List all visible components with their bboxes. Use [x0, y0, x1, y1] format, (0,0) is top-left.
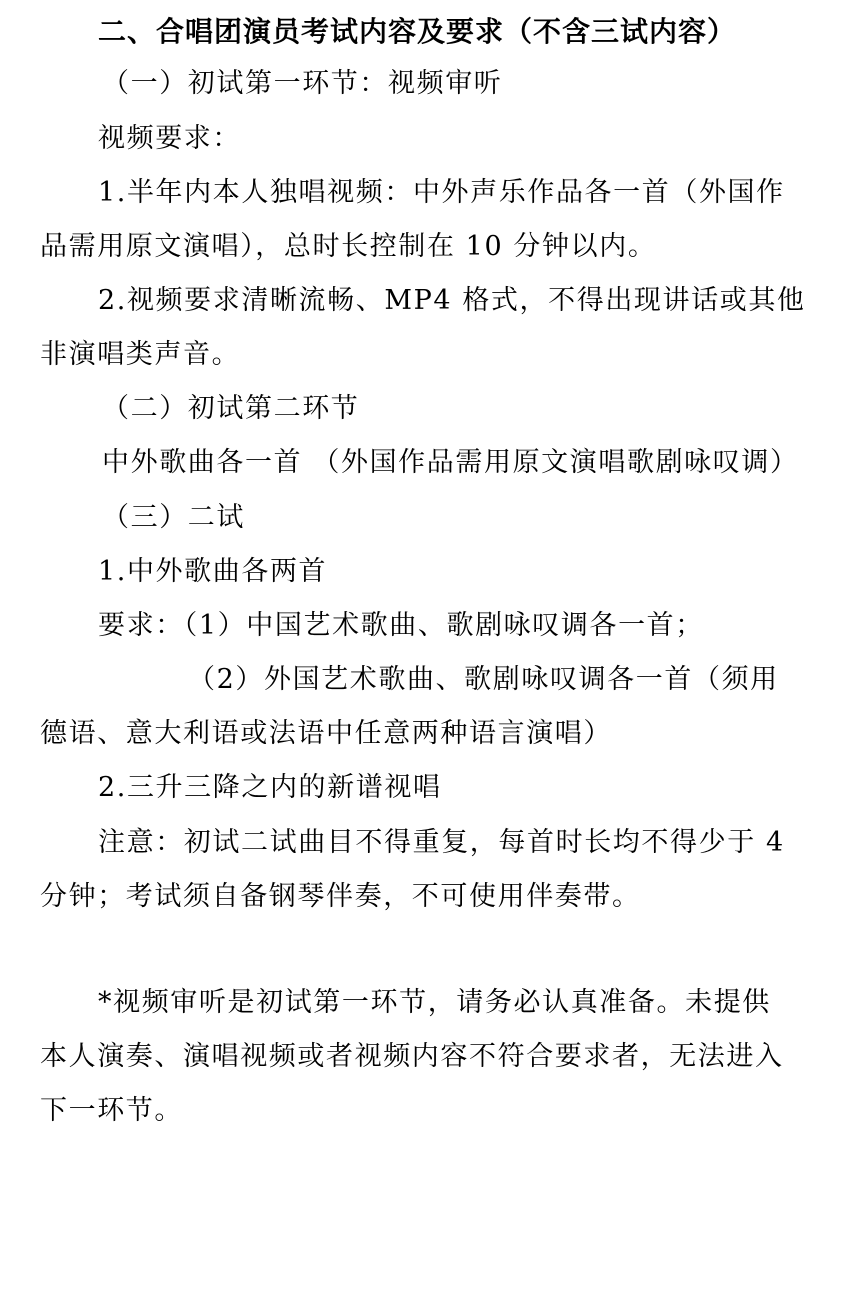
- part3-requirement-line2: （2）外国艺术歌曲、歌剧咏叹调各一首（须用: [188, 664, 779, 695]
- video-requirements-label: 视频要求：: [98, 123, 241, 154]
- part3-item2: 2.三升三降之内的新谱视唱: [98, 772, 442, 803]
- note-line1: 注意：初试二试曲目不得重复，每首时长均不得少于 4: [98, 827, 785, 858]
- part1-heading: （一）初试第一环节：视频审听: [102, 68, 503, 99]
- footnote-line1: *视频审听是初试第一环节，请务必认真准备。未提供: [98, 987, 771, 1018]
- footnote-line2: 本人演奏、演唱视频或者视频内容不符合要求者，无法进入: [40, 1041, 784, 1072]
- section-title: 二、合唱团演员考试内容及要求（不含三试内容）: [98, 15, 737, 48]
- part3-requirement-line3: 德语、意大利语或法语中任意两种语言演唱）: [40, 718, 612, 749]
- part2-heading: （二）初试第二环节: [102, 393, 360, 424]
- video-item1-line1: 1.半年内本人独唱视频：中外声乐作品各一首（外国作: [98, 177, 785, 208]
- part3-heading: （三）二试: [102, 502, 245, 533]
- footnote-line3: 下一环节。: [40, 1095, 183, 1126]
- part2-content: 中外歌曲各一首 （外国作品需用原文演唱歌剧咏叹调）: [102, 447, 799, 478]
- part3-requirement-line1: 要求：（1）中国艺术歌曲、歌剧咏叹调各一首；: [98, 610, 704, 641]
- video-item1-line2: 品需用原文演唱），总时长控制在 10 分钟以内。: [40, 231, 657, 262]
- video-item2-line1: 2.视频要求清晰流畅、MP4 格式，不得出现讲话或其他: [98, 285, 806, 316]
- part3-item1: 1.中外歌曲各两首: [98, 556, 328, 587]
- video-item2-line2: 非演唱类声音。: [40, 339, 241, 370]
- note-line2: 分钟；考试须自备钢琴伴奏，不可使用伴奏带。: [40, 881, 641, 912]
